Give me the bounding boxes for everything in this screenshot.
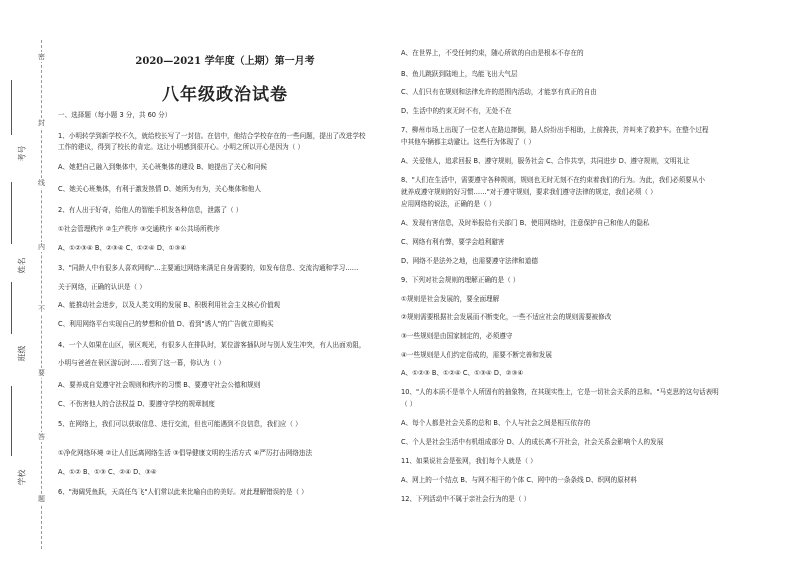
option-line: A、网上的一个结点 B、与网不相干的个体 C、网中的一条条线 D、织网的原材料	[401, 476, 638, 484]
option-line: A、①②③ B、①②④ C、①③④ D、②③④	[401, 369, 524, 377]
question-line: 7、柳州市场上出现了一位老人在路边摔倒，路人纷纷出手相助，上前搀扶，并叫来了救护车。在整个过程	[401, 126, 709, 134]
option-line: D、生活中的约束无时不有，无处不在	[401, 107, 512, 115]
section-heading: 一、选择题（每小题 3 分，共 60 分）	[58, 111, 172, 119]
question-line: 关于网络，正确的认识是（ ）	[58, 283, 146, 291]
option-line: ①净化网络环境 ②让人们远离网络生活 ③倡导健康文明的生活方式 ④严厉打击网络违法	[58, 449, 313, 457]
exam-title: 2020—2021 学年度（上期）第一月考	[135, 56, 315, 67]
question-line: 就养成遵守规则的好习惯……"对于遵守规则，要求我们遵守法律的规定，我们必须（ ）	[401, 188, 657, 196]
option-line: A、①②③④ B、②③④ C、①②④ D、①③④	[58, 244, 187, 252]
statement-line: ②规则需要根据社会发展而不断变化，一些不适应社会的规则需要被修改	[401, 313, 612, 321]
binding-margin	[0, 0, 55, 561]
seal-char: 题	[38, 495, 45, 503]
field-line	[11, 386, 12, 456]
option-line: C、不伤害他人的合法权益 D、要遵守学校的规章制度	[58, 400, 215, 408]
field-line	[11, 182, 12, 244]
statement-line: ④一些规则是人们约定俗成的，需要不断完善和发展	[401, 351, 552, 359]
option-line: C、利用网络平台实现自己的梦想和价值 D、看到"诱人"的广告就立即购买	[58, 320, 274, 328]
seal-char: 答	[38, 433, 45, 441]
seal-char: 内	[38, 243, 45, 251]
question-line: 8、"人们在生活中，需要遵守各种规则，规则也无时无刻不在约束着我们的行为。为此，我们必须要从小	[401, 176, 705, 184]
question-line: 11、如果说社会是张网，我们每个人就是（ ）	[401, 457, 537, 465]
statement-line: ③一些规则是由国家制定的，必须遵守	[401, 332, 513, 340]
question-line: 小明与爸爸在景区游玩时……看到了这一幕，你认为（ ）	[58, 359, 225, 367]
question-line: 5、在网络上，我们可以获取信息、进行交流，但也可能遇到不良信息，我们应（ ）	[58, 420, 302, 428]
option-line: A、在世界上，不受任何约束，随心所欲的自由是根本不存在的	[401, 49, 584, 57]
question-line: 中其他车辆都主动避让。这些行为体现了（ ）	[401, 138, 535, 146]
question-line: 应用网络的说法，正确的是（ ）	[401, 200, 496, 208]
option-line: A、要养成自觉遵守社会规则和秩序的习惯 B、要遵守社会公德和规则	[58, 381, 261, 389]
option-line: ①社会管理秩序 ②生产秩序 ③交通秩序 ④公共场所秩序	[58, 225, 220, 233]
option-line: A、每个人都是社会关系的总和 B、个人与社会之间是相互依存的	[401, 419, 591, 427]
option-line: A、能推动社会进步，以及人类文明的发展 B、积极利用社会主义核心价值观	[58, 301, 281, 309]
option-line: C、她关心班集体，有利于激发热情 D、她所为有为，关心集体和他人	[58, 185, 261, 193]
seal-char: 不	[38, 305, 45, 313]
field-line	[11, 282, 12, 334]
seal-char: 封	[38, 119, 45, 127]
field-line	[11, 80, 12, 135]
seal-char: 线	[38, 179, 45, 187]
option-line: A、她把自己融入到集体中，关心班集体的建设 B、她提出了关心和问候	[58, 163, 267, 171]
option-line: B、鱼儿跳跃到陆地上，鸟能飞出大气层	[401, 70, 518, 78]
question-line: 4、一个人如果在山区，景区观光，有很多人在排队时，某位游客插队时与别人发生冲突，有人出面劝阻，	[58, 341, 366, 349]
seal-dashed-line	[41, 40, 42, 549]
question-line: 6、"海阔凭鱼跃，天高任鸟飞"人们常以此来比喻自由的美好。对此理解错误的是（ ）	[58, 488, 308, 496]
question-line: 12、下列活动中不属于亲社会行为的是（ ）	[401, 495, 531, 503]
option-line: A、关爱他人，追求回报 B、遵守规则，服务社会 C、合作共享，共同进步 D、遵守规则，文明礼让	[401, 157, 690, 165]
question-line: （ ）	[401, 400, 417, 408]
statement-line: ①规则是社会发展的，要全面理解	[401, 295, 500, 303]
field-label-name: 姓名	[17, 257, 27, 274]
question-line: 3、"同龄人中有很多人喜欢网购"…主要通过网络来满足自身需要的，如发布信息、交流沟通和学习……	[58, 264, 359, 272]
question-line: 10、"人的本质不是单个人所固有的抽象物，在其现实性上，它是一切社会关系的总和。"马克思的这句话表明	[401, 388, 719, 396]
option-line: D、网络不是法外之地，也需要遵守法律和道德	[401, 257, 538, 265]
question-line: 9、下列对社会规则的理解正确的是（ ）	[401, 276, 520, 284]
option-line: C、网络有利有弊，要学会趋利避害	[401, 238, 505, 246]
option-line: C、个人是社会生活中有机组成部分 D、人的成长离不开社会，社会关系会影响个人的发展	[401, 438, 664, 446]
option-line: A、①② B、①③ C、②④ D、③④	[58, 468, 157, 476]
option-line: C、人们只有在规则和法律允许的范围内活动，才能享有真正的自由	[401, 88, 597, 96]
field-label-school: 学校	[17, 469, 27, 486]
question-line: 工作的建议，得到了校长的肯定。这让小明感到很开心。小明之所以开心是因为（ ）	[58, 143, 305, 151]
field-label-class: 班级	[17, 345, 27, 362]
exam-subject: 八年级政治试卷	[162, 85, 288, 105]
seal-char: 要	[38, 369, 45, 377]
question-line: 2、有人出于好奇，给他人的智能手机发各种信息，泄露了（ ）	[58, 206, 243, 214]
seal-char: 密	[38, 53, 45, 61]
option-line: A、发现有害信息，及时举报给有关部门 B、使用网络时，注意保护自己和他人的隐私	[401, 219, 650, 227]
field-label-exam-number: 考号	[17, 145, 27, 162]
question-line: 1、小明转学到新学校不久，就给校长写了一封信。在信中，他结合学校存在的一些问题，提出了改进学校	[58, 132, 366, 140]
